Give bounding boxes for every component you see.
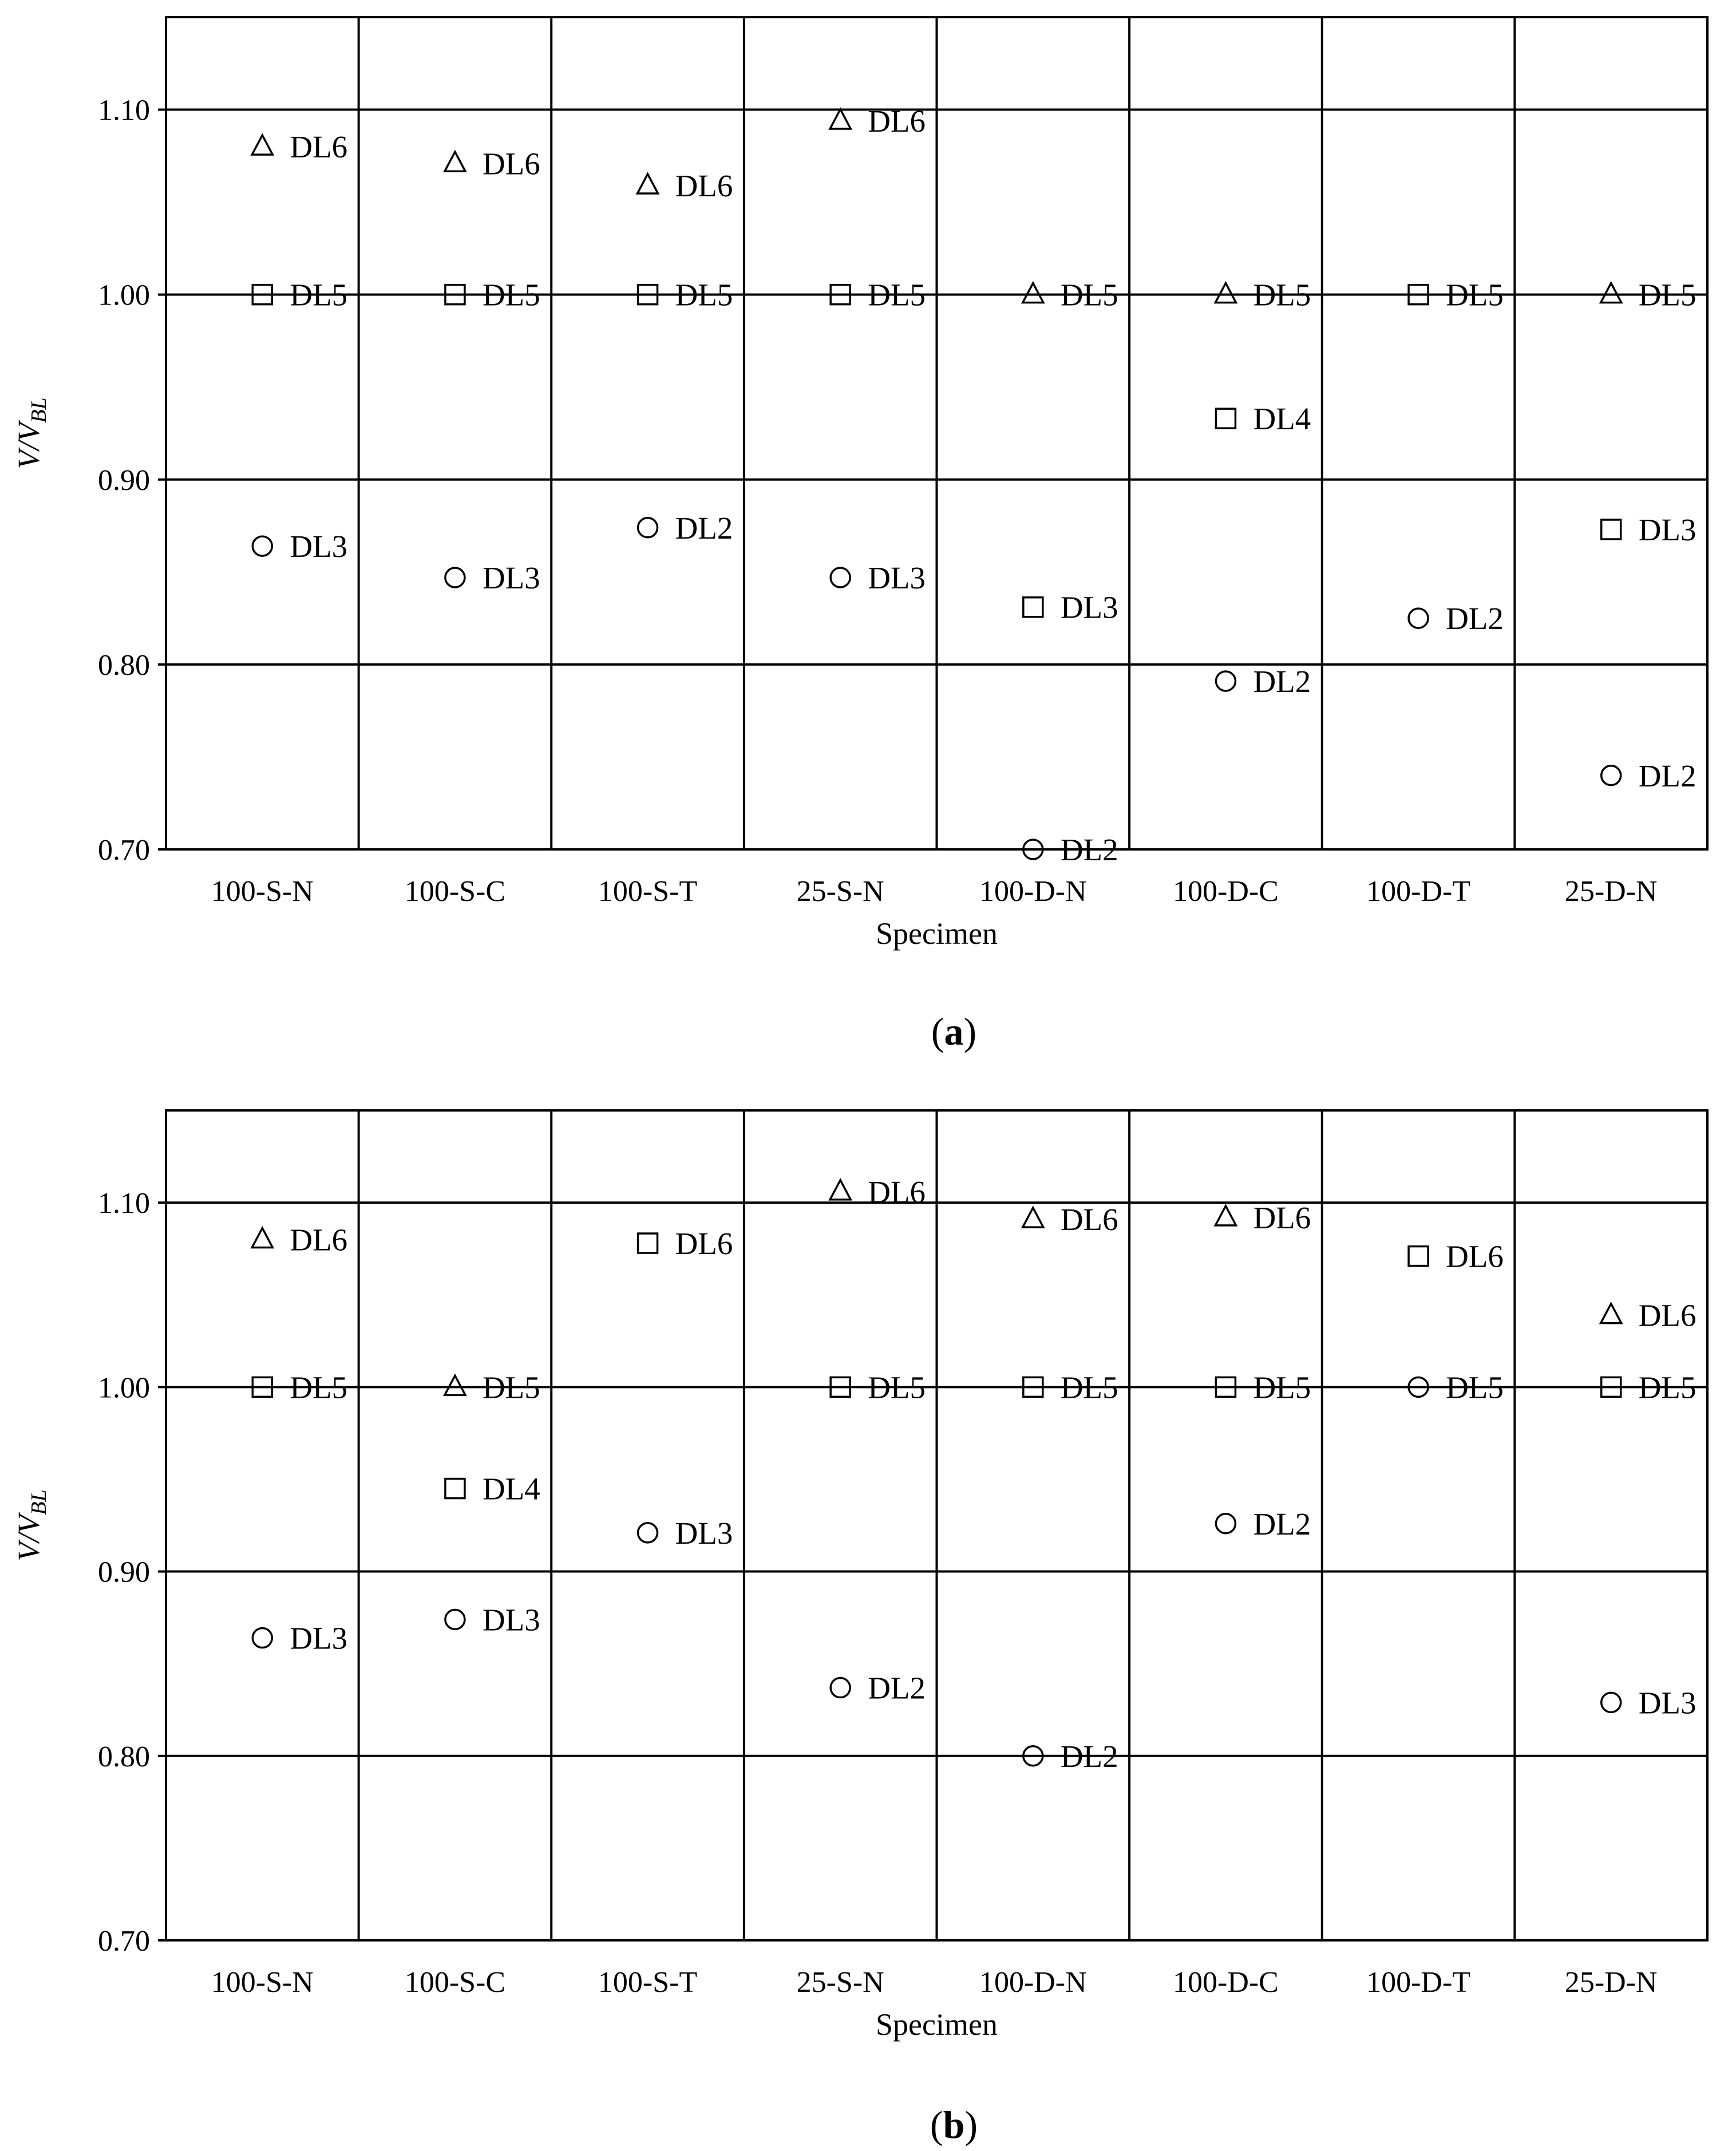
point-triangle-marker	[1601, 283, 1622, 303]
point-circle-marker	[638, 1523, 658, 1543]
point-triangle-marker	[1023, 1208, 1043, 1227]
point-label: DL2	[1638, 758, 1697, 793]
x-tick-label: 100-S-C	[404, 1966, 506, 1999]
x-axis-title: Specimen	[876, 916, 998, 951]
point-label: DL3	[868, 560, 926, 596]
y-tick-label: 1.10	[98, 94, 150, 127]
point-triangle-marker	[445, 152, 465, 171]
point-label: DL5	[1638, 277, 1697, 313]
y-axis-title-main: V/V	[11, 1515, 46, 1561]
x-tick-label: 100-D-C	[1173, 1966, 1279, 1999]
y-tick-label: 0.80	[98, 649, 150, 682]
point-circle-marker	[831, 568, 850, 587]
caption-letter: a	[944, 1010, 964, 1053]
y-axis-title-sub: BL	[27, 397, 51, 423]
x-tick-label: 100-D-T	[1366, 1966, 1471, 1999]
point-triangle-marker	[1215, 283, 1236, 303]
point-triangle-marker	[1215, 1206, 1236, 1225]
point-label: DL2	[675, 510, 733, 545]
point-square-marker	[1409, 1247, 1428, 1266]
point-label: DL5	[1638, 1370, 1697, 1405]
point-label: DL3	[1638, 512, 1697, 548]
point-label: DL6	[675, 168, 733, 204]
point-label: DL5	[868, 277, 926, 313]
x-tick-label: 100-S-T	[598, 1966, 698, 1999]
point-label: DL2	[1060, 1738, 1118, 1774]
point-circle-marker	[445, 1610, 465, 1629]
point-circle-marker	[252, 536, 272, 556]
y-tick-label: 0.70	[98, 1925, 150, 1958]
x-tick-label: 25-D-N	[1564, 875, 1658, 908]
point-circle-marker	[1601, 1693, 1621, 1712]
point-label: DL6	[290, 129, 348, 165]
point-label: DL6	[1638, 1298, 1697, 1333]
point-triangle-marker	[638, 174, 658, 193]
x-tick-label: 100-S-C	[404, 875, 506, 908]
point-label: DL5	[868, 1370, 926, 1405]
y-axis-title-sub: BL	[27, 1489, 51, 1515]
point-circle-marker	[638, 518, 658, 537]
x-axis-title: Specimen	[876, 2007, 998, 2042]
point-circle-marker	[252, 1628, 272, 1648]
point-square-marker	[1023, 598, 1043, 617]
point-label: DL3	[290, 1620, 348, 1656]
point-triangle-marker	[445, 1375, 465, 1395]
point-label: DL5	[1060, 1370, 1118, 1405]
point-label: DL6	[290, 1222, 348, 1258]
point-square-marker	[1216, 409, 1235, 428]
x-tick-label: 100-D-N	[979, 1966, 1087, 1999]
caption-open-paren: (	[930, 2103, 943, 2146]
point-square-marker	[638, 1233, 658, 1253]
point-label: DL5	[482, 1370, 540, 1405]
point-label: DL3	[1060, 590, 1118, 625]
caption-letter: b	[943, 2103, 965, 2146]
point-circle-marker	[1409, 608, 1428, 628]
caption-close-paren: )	[964, 2103, 978, 2146]
point-label: DL6	[868, 1174, 926, 1209]
point-triangle-marker	[830, 109, 851, 129]
caption-open-paren: (	[931, 1010, 944, 1053]
y-tick-label: 0.70	[98, 834, 150, 867]
y-axis-title	[11, 1489, 51, 1561]
point-square-marker	[1601, 520, 1621, 539]
point-label: DL2	[1060, 832, 1118, 867]
point-label: DL6	[675, 1226, 733, 1261]
x-tick-label: 100-D-T	[1366, 875, 1471, 908]
point-triangle-marker	[252, 1228, 272, 1248]
point-label: DL5	[1253, 277, 1311, 313]
point-triangle-marker	[830, 1180, 851, 1200]
point-label: DL6	[482, 146, 540, 181]
point-circle-marker	[831, 1678, 850, 1698]
y-axis-title	[11, 397, 51, 469]
point-label: DL4	[1253, 401, 1311, 437]
y-tick-label: 0.90	[98, 464, 150, 497]
x-tick-label: 100-S-N	[211, 1966, 314, 1999]
point-circle-marker	[1601, 766, 1621, 785]
x-tick-label: 100-D-N	[979, 875, 1087, 908]
point-label: DL5	[675, 277, 733, 313]
point-triangle-marker	[252, 135, 272, 155]
point-label: DL6	[1446, 1239, 1504, 1274]
point-label: DL3	[290, 529, 348, 564]
point-triangle-marker	[1023, 283, 1043, 303]
panel-b	[11, 1110, 1707, 2146]
point-label: DL3	[482, 560, 540, 596]
point-circle-marker	[1216, 671, 1235, 691]
point-label: DL3	[675, 1515, 733, 1551]
point-label: DL5	[1446, 1370, 1504, 1405]
y-tick-label: 1.00	[98, 1371, 150, 1405]
point-label: DL6	[1060, 1202, 1118, 1237]
point-square-marker	[445, 1479, 465, 1498]
point-label: DL5	[290, 1370, 348, 1405]
y-tick-label: 1.00	[98, 279, 150, 312]
panel-a	[11, 17, 1707, 1053]
point-label: DL2	[1253, 663, 1311, 699]
point-label: DL2	[1446, 601, 1504, 636]
y-tick-label: 0.90	[98, 1556, 150, 1589]
point-triangle-marker	[1601, 1304, 1622, 1323]
point-label: DL5	[1253, 1370, 1311, 1405]
panel-caption	[931, 1010, 976, 1053]
y-axis-title-main: V/V	[11, 422, 46, 469]
point-label: DL2	[868, 1670, 926, 1706]
point-label: DL5	[1446, 277, 1504, 313]
y-tick-label: 1.10	[98, 1187, 150, 1220]
point-label: DL6	[1253, 1200, 1311, 1235]
x-tick-label: 25-D-N	[1564, 1966, 1658, 1999]
x-tick-label: 25-S-N	[796, 1966, 884, 1999]
point-label: DL2	[1253, 1506, 1311, 1541]
y-tick-label: 0.80	[98, 1740, 150, 1773]
point-label: DL5	[482, 277, 540, 313]
caption-close-paren: )	[963, 1010, 977, 1053]
point-circle-marker	[1216, 1514, 1235, 1533]
x-tick-label: 100-S-T	[598, 875, 698, 908]
point-label: DL3	[1638, 1685, 1697, 1721]
point-circle-marker	[445, 568, 465, 587]
point-label: DL4	[482, 1471, 540, 1507]
x-tick-label: 100-D-C	[1173, 875, 1279, 908]
point-label: DL3	[482, 1602, 540, 1638]
point-label: DL6	[868, 103, 926, 139]
x-tick-label: 100-S-N	[211, 875, 314, 908]
point-label: DL5	[290, 277, 348, 313]
x-tick-label: 25-S-N	[796, 875, 884, 908]
panel-caption	[930, 2103, 978, 2146]
point-label: DL5	[1060, 277, 1118, 313]
